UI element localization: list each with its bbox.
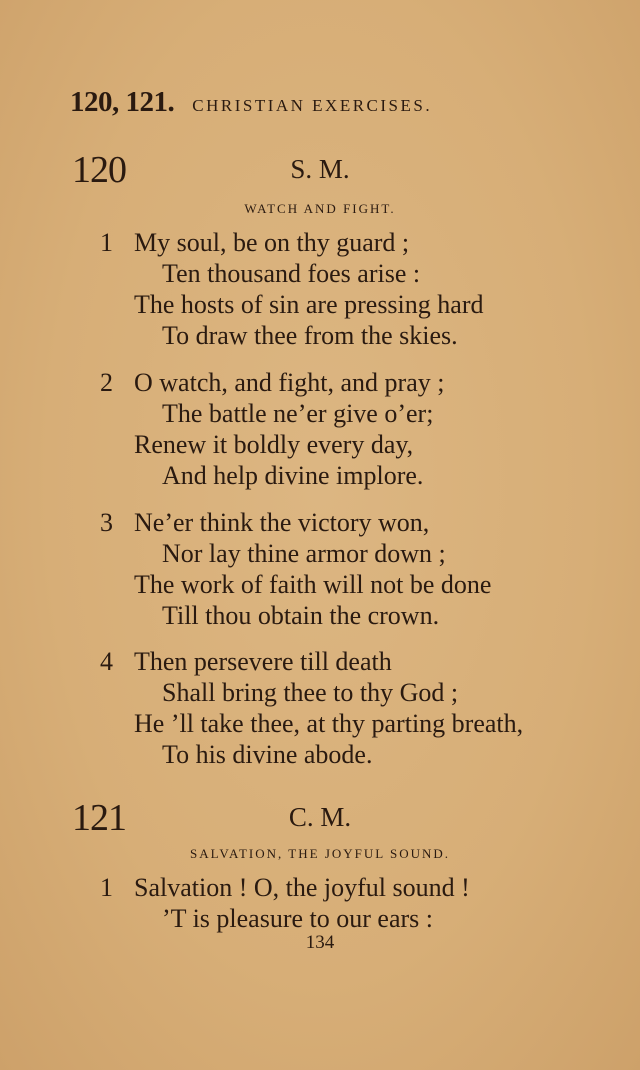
verse-line: Shall bring thee to thy God ; [162, 678, 459, 707]
stanza [100, 872, 620, 934]
verse-line: 2 O watch, and fight, and pray ; [100, 368, 445, 397]
stanza-number: 1 [100, 873, 113, 902]
stanza-number: 2 [100, 368, 113, 397]
verse-line: He ’ll take thee, at thy parting breath, [134, 709, 524, 738]
hymn-number: 121 [72, 797, 126, 839]
verse-line: ’T is pleasure to our ears : [162, 904, 433, 933]
verse-line: The hosts of sin are pressing hard [134, 290, 484, 319]
stanza [100, 507, 620, 631]
hymn-meter: S. M. [290, 154, 350, 184]
stanza [100, 646, 620, 770]
header-hymn-numbers: 120, 121. [70, 86, 175, 118]
stanza [100, 227, 620, 351]
hymn-subtitle: WATCH AND FIGHT. [244, 201, 396, 216]
verse-line: Till thou obtain the crown. [162, 601, 440, 630]
hymn-number: 120 [72, 149, 126, 191]
stanza [100, 367, 620, 491]
verse-line: 4 Then persevere till death [100, 647, 392, 676]
hymn-meter: C. M. [288, 802, 352, 832]
verse-line: Ten thousand foes arise : [162, 259, 421, 288]
verse-line: To his divine abode. [162, 740, 373, 769]
verse-line: The battle ne’er give o’er; [162, 399, 434, 428]
page-number: 134 [305, 932, 335, 953]
verse-line: To draw thee from the skies. [162, 321, 458, 350]
verse-line: And help divine implore. [162, 461, 424, 490]
verse-line: 1 My soul, be on thy guard ; [100, 228, 410, 257]
stanza-number: 1 [100, 228, 113, 257]
verse-line: 1 Salvation ! O, the joyful sound ! [100, 873, 470, 902]
stanza-number: 3 [100, 508, 113, 537]
verse-line: Nor lay thine armor down ; [162, 539, 446, 568]
header-title: CHRISTIAN EXERCISES. [192, 96, 433, 115]
verse-line: The work of faith will not be done [134, 570, 492, 599]
stanza-number: 4 [100, 647, 113, 676]
verse-line: 3 Ne’er think the victory won, [100, 508, 430, 537]
hymn-subtitle: SALVATION, THE JOYFUL SOUND. [189, 846, 451, 861]
running-header [70, 86, 432, 119]
verse-line: Renew it boldly every day, [134, 430, 414, 459]
